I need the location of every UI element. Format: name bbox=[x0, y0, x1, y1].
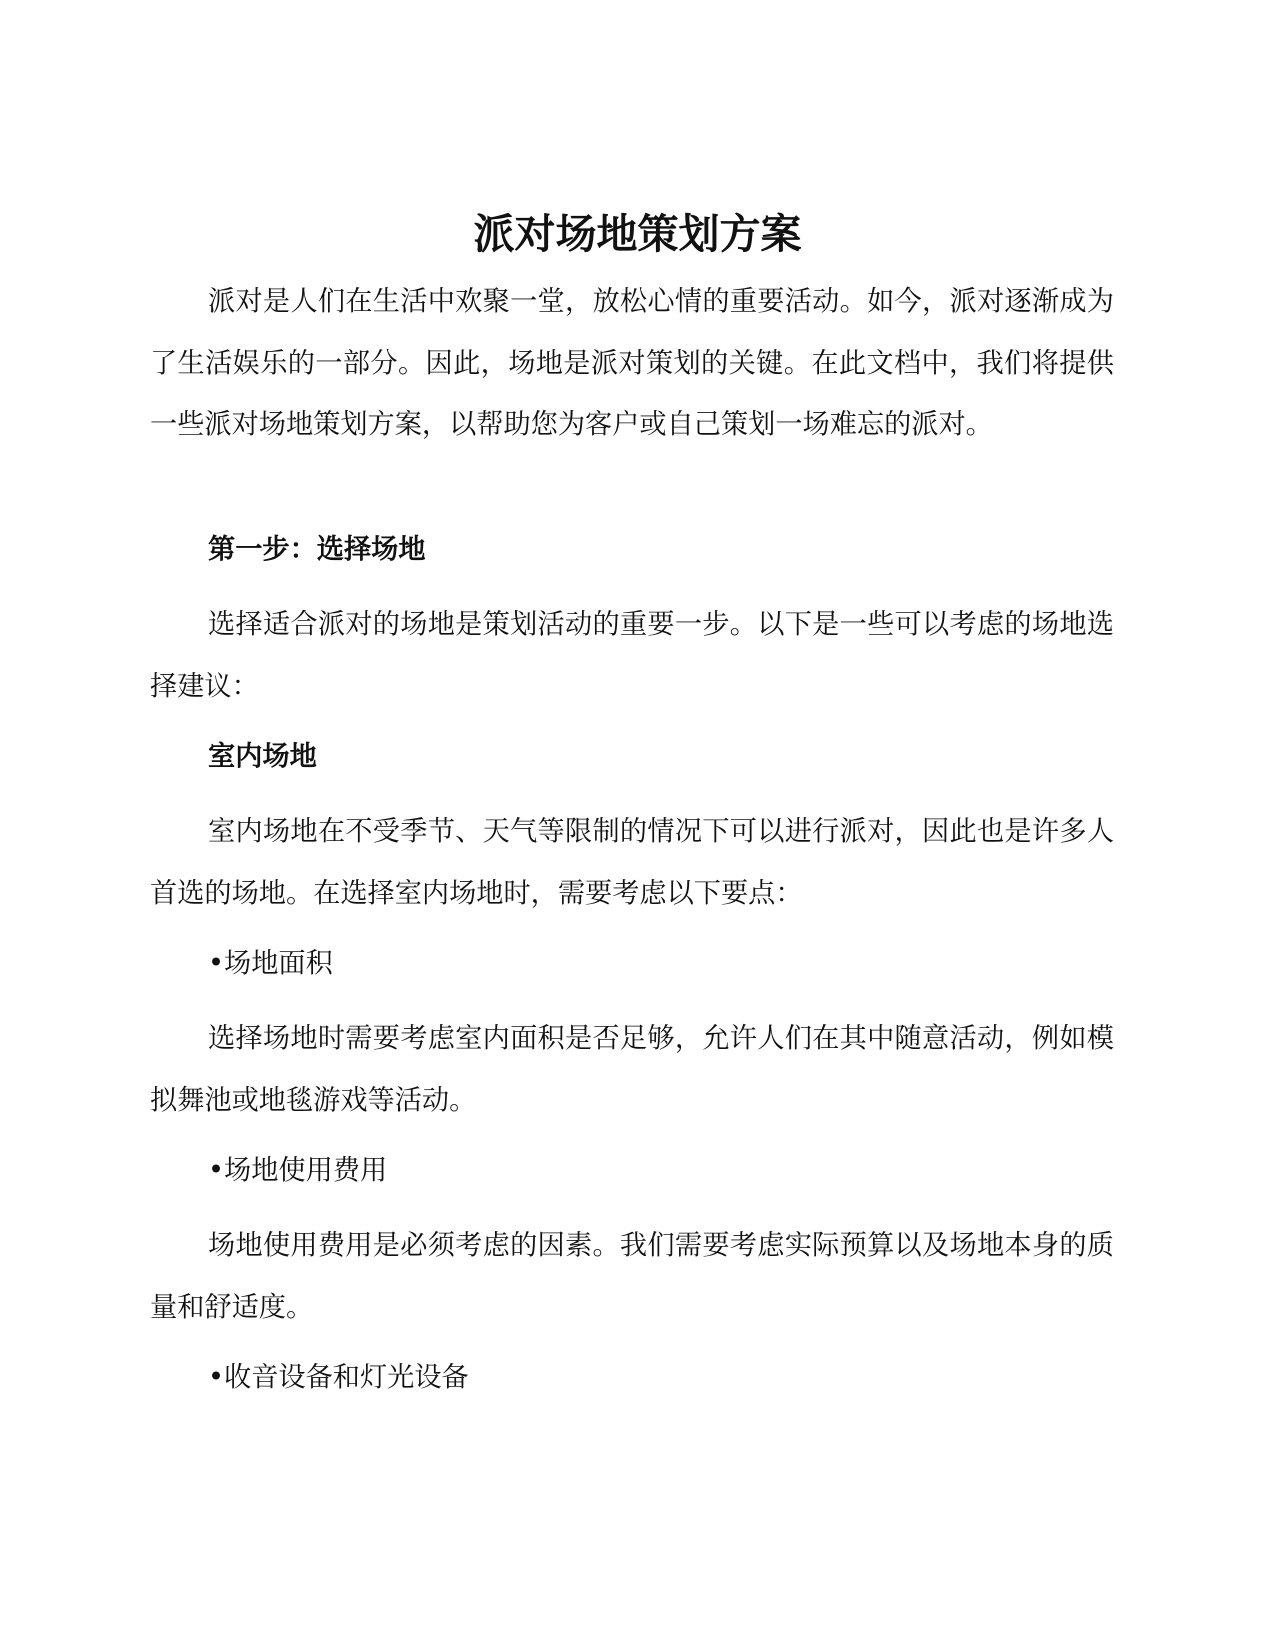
bullet-marker: • bbox=[208, 948, 225, 979]
step1-paragraph: 选择适合派对的场地是策划活动的重要一步。以下是一些可以考虑的场地选择建议： bbox=[150, 609, 1114, 702]
area-paragraph: 选择场地时需要考虑室内面积是否足够，允许人们在其中随意活动，例如模拟舞池或地毯游戏等活动。 bbox=[150, 1023, 1114, 1116]
bullet-item-area bbox=[208, 944, 333, 984]
indoor-paragraph: 室内场地在不受季节、天气等限制的情况下可以进行派对，因此也是许多人首选的场地。在选择室内场地时，需要考虑以下要点： bbox=[150, 816, 1114, 909]
document-title: 派对场地策划方案 bbox=[473, 210, 802, 258]
bullet-item-cost bbox=[208, 1151, 387, 1191]
intro-paragraph: 派对是人们在生活中欢聚一堂，放松心情的重要活动。如今，派对逐渐成为了生活娱乐的一部分。因此，场地是派对策划的关键。在此文档中，我们将提供一些派对场地策划方案，以帮助您为客户或自己策划一场难忘的派对。 bbox=[150, 286, 1114, 440]
bullet-label: 场地面积 bbox=[224, 948, 333, 979]
step1-heading: 第一步：选择场地 bbox=[208, 534, 426, 565]
bullet-label: 场地使用费用 bbox=[224, 1155, 388, 1186]
bullet-item-equipment bbox=[208, 1358, 469, 1398]
bullet-label: 收音设备和灯光设备 bbox=[224, 1362, 469, 1393]
indoor-heading: 室内场地 bbox=[208, 741, 317, 772]
cost-paragraph: 场地使用费用是必须考虑的因素。我们需要考虑实际预算以及场地本身的质量和舒适度。 bbox=[150, 1230, 1114, 1323]
bullet-marker: • bbox=[208, 1155, 225, 1186]
bullet-marker: • bbox=[208, 1362, 225, 1393]
